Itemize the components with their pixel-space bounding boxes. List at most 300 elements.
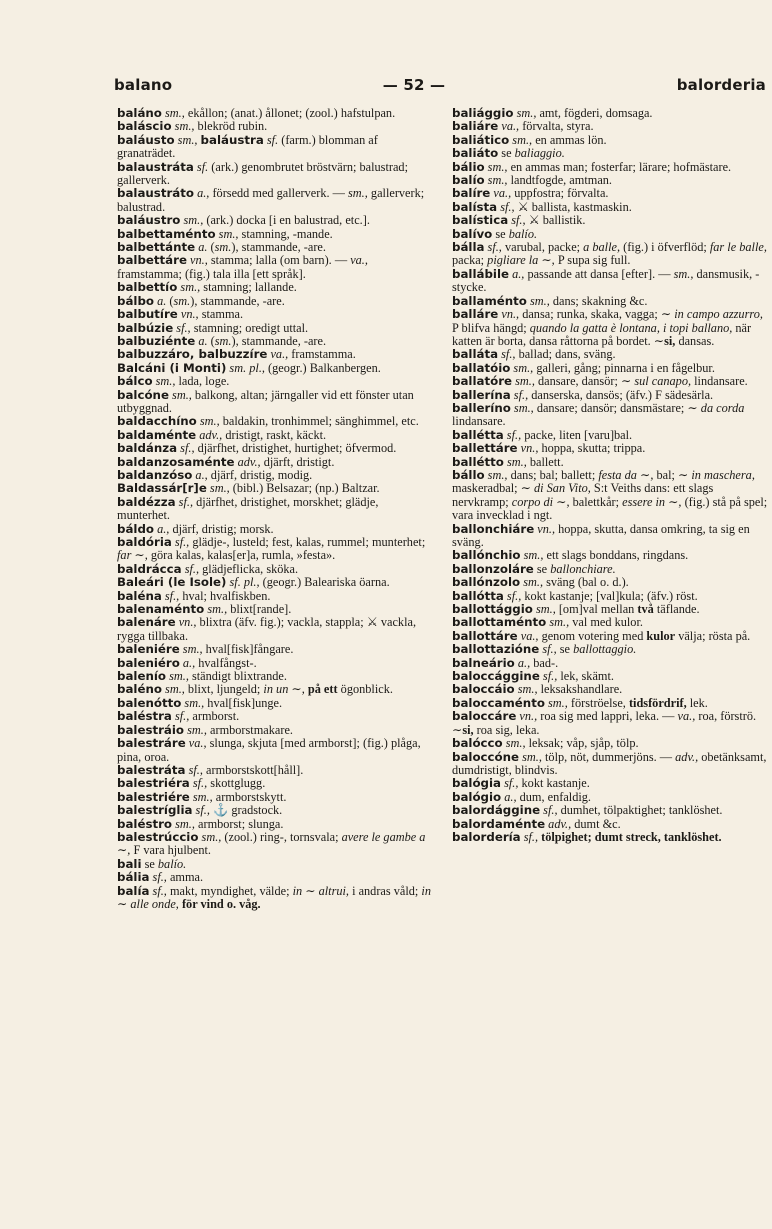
- dictionary-entry: [117, 254, 431, 281]
- definition-text: försedd med gallerverk. —: [209, 186, 349, 201]
- grammar-label: sf.,: [510, 387, 529, 402]
- dictionary-entry: [117, 737, 431, 764]
- grammar-label: a.: [195, 333, 208, 348]
- headword: Baldassár[r]e: [117, 481, 207, 496]
- grammar-label: sm.,: [204, 602, 228, 617]
- headword: baláscio: [117, 119, 172, 134]
- example-phrase: in ∼ altrui,: [292, 883, 350, 898]
- headword: ballétto: [452, 454, 504, 469]
- headword: Balcáni (i Monti): [117, 360, 227, 375]
- definition-text: djärft, dristigt.: [260, 454, 335, 469]
- grammar-label: sm. pl.,: [226, 360, 265, 375]
- dictionary-entry: [452, 603, 768, 616]
- grammar-label: a.,: [154, 521, 170, 536]
- headword: balógio: [452, 789, 502, 804]
- headword: balordería: [452, 829, 521, 844]
- headword: balordaménte: [452, 816, 546, 831]
- dictionary-entry: [452, 134, 768, 147]
- dictionary-entry: [117, 576, 431, 589]
- definition-text: amma.: [166, 870, 204, 885]
- headword: baléstro: [117, 816, 173, 831]
- definition-text: maskeradbal; ∼: [452, 481, 535, 496]
- definition-text: hoppa, skutta; trippa.: [538, 441, 646, 456]
- grammar-label: sf.,: [540, 803, 558, 818]
- dictionary-entry: [117, 322, 431, 335]
- grammar-label: sm.,: [161, 682, 185, 697]
- headword: ballótta: [452, 588, 504, 603]
- bold-text: två: [637, 602, 654, 617]
- definition-text: varubal, packe;: [501, 240, 584, 255]
- headword: baldaménte: [117, 427, 197, 442]
- definition-text: passande att dansa [efter]. —: [524, 266, 674, 281]
- definition-text: (ark.) genombrutet bröstvärn; balustrad; gallerverk.: [117, 159, 408, 188]
- definition-text: armborstskytt.: [212, 789, 287, 804]
- definition-text: ekållon; (anat.) ållonet; (zool.) hafstulpan.: [184, 106, 396, 120]
- dictionary-entry: [452, 697, 768, 710]
- grammar-label: sm.,: [509, 132, 533, 147]
- dictionary-entry: [452, 348, 768, 361]
- definition-text: göra kalas, kalas[er]a, rumla, »festa».: [147, 548, 336, 563]
- headword: balíre: [452, 186, 491, 201]
- headword: balestráre: [117, 736, 186, 751]
- headword: balbettío: [117, 280, 178, 295]
- grammar-label: a.,: [514, 655, 531, 670]
- grammar-label: sm.,: [510, 360, 534, 375]
- definition-text: stamma.: [198, 307, 244, 322]
- definition-text: balettkår;: [569, 494, 623, 509]
- dictionary-entry: [117, 657, 431, 670]
- definition-text: genom votering med: [538, 628, 647, 643]
- bold-text: på ett: [304, 682, 338, 697]
- grammar-label: sf.,: [175, 494, 194, 509]
- headword: Baleári (le Isole): [117, 575, 227, 590]
- grammar-label: sf.: [193, 159, 209, 174]
- grammar-label: sm.,: [198, 829, 222, 844]
- headword: balordággine: [452, 803, 541, 818]
- dictionary-entry: [117, 335, 431, 348]
- example-phrase: essere in ∼,: [622, 494, 682, 509]
- grammar-label: vn.,: [517, 441, 539, 456]
- example-phrase: balío.: [508, 226, 538, 241]
- grammar-label: adv.,: [675, 749, 699, 764]
- grammar-label: sm.,: [520, 548, 544, 563]
- definition-text: blixtra (äfv. fig.); vackla, stappla; ⚔ vackla, rygga tillbaka.: [117, 615, 417, 643]
- definition-text: hval; hvalfiskben.: [179, 588, 271, 603]
- headword: baleniéro: [117, 655, 180, 670]
- grammar-label: sm.,: [503, 454, 527, 469]
- grammar-label: sf.,: [520, 829, 539, 844]
- headword: bálla: [452, 240, 485, 255]
- headword: baliático: [452, 132, 510, 147]
- definition-text: baldakin, tronhimmel; sänghimmel, etc.: [219, 414, 419, 429]
- headword: baliáre: [452, 119, 499, 134]
- grammar-label: a.,: [192, 467, 208, 482]
- grammar-label: sm.,: [513, 106, 537, 120]
- dictionary-entry: [452, 429, 768, 442]
- definition-text: ), stammande, -are.: [231, 240, 326, 255]
- headword: ballottáre: [452, 628, 518, 643]
- definition-text: förvalta, styra.: [519, 119, 594, 134]
- grammar-label: sm.,: [519, 749, 542, 764]
- grammar-label: sm.,: [215, 226, 239, 241]
- headword: ballerína: [452, 387, 511, 402]
- dictionary-entry: [117, 482, 431, 495]
- grammar-label: a.,: [501, 789, 517, 804]
- dictionary-entry: [452, 670, 768, 683]
- grammar-label: sm.,: [348, 186, 368, 201]
- definition-text: armborst; slunga.: [194, 816, 284, 831]
- bold-text: si,: [462, 722, 474, 737]
- headword: balística: [452, 213, 509, 228]
- headword: baliáto: [452, 146, 499, 161]
- grammar-label: sm.,: [161, 106, 185, 120]
- example-phrase: in maschera,: [691, 467, 755, 482]
- dictionary-entry: [452, 174, 768, 187]
- headword: ballónzolo: [452, 575, 521, 590]
- definition-text: makt, myndighet, välde;: [166, 883, 293, 898]
- definition-text: uppfostra; förvalta.: [511, 186, 609, 201]
- dictionary-entry: [117, 683, 431, 696]
- definition-text: välja; rösta på.: [675, 628, 751, 643]
- definition-text: ständigt blixtrande.: [188, 669, 287, 684]
- dictionary-entry: [452, 643, 768, 656]
- dictionary-entry: [117, 777, 431, 790]
- dictionary-entry: [117, 724, 431, 737]
- definition-text: amt, fögderi, domsaga.: [536, 106, 653, 120]
- definition-text: gallerverk; balustrad.: [117, 186, 425, 214]
- bold-text: si,: [664, 333, 676, 348]
- dictionary-entry: [452, 161, 768, 174]
- grammar-label: sf.,: [171, 709, 190, 724]
- grammar-label: vn.,: [516, 709, 538, 724]
- grammar-label: sm.,: [673, 266, 694, 281]
- grammar-label: sf.,: [173, 320, 191, 335]
- headword: balestrúccio: [117, 829, 199, 844]
- dictionary-entry: [452, 818, 768, 831]
- definition-text: (fig.) stå på spel; vara invecklad i ngt.: [452, 494, 768, 523]
- grammar-label: sf.,: [189, 776, 208, 791]
- grammar-label: adv.,: [234, 454, 261, 469]
- grammar-label: va.,: [517, 628, 539, 643]
- example-phrase: di San Vito,: [534, 481, 591, 496]
- definition-text: ett slags bonddans, ringdans.: [543, 548, 689, 563]
- headword: balbuziénte: [117, 333, 196, 348]
- headword: balbúzie: [117, 320, 174, 335]
- grammar-label: a.,: [179, 655, 196, 670]
- definition-text: roa sig, leka.: [473, 722, 540, 737]
- definition-text: F vara hjulbent.: [130, 843, 211, 858]
- dictionary-entry: [452, 616, 768, 629]
- dictionary-entry: [117, 563, 431, 576]
- grammar-label: adv.,: [545, 816, 572, 831]
- definition-text: dans; bal; ballett;: [507, 467, 599, 482]
- dictionary-entry: [452, 375, 768, 388]
- grammar-label: sm.,: [502, 736, 526, 751]
- dictionary-entry: [117, 281, 431, 294]
- headword: baláustra: [200, 132, 264, 147]
- example-phrase: sul canapo,: [634, 374, 692, 389]
- left-column: [117, 107, 431, 911]
- dictionary-entry: [117, 241, 431, 254]
- grammar-label: sm.,: [514, 682, 538, 697]
- grammar-label: va.,: [350, 253, 368, 268]
- definition-text: se: [141, 856, 158, 871]
- grammar-label: vn.,: [177, 307, 199, 322]
- headword: ballottággio: [452, 602, 533, 617]
- dictionary-entry: [117, 469, 431, 482]
- dictionary-entry: [452, 630, 768, 643]
- grammar-label: sm.,: [484, 467, 508, 482]
- example-phrase: far ∼,: [117, 548, 148, 563]
- definition-text: när katten är borta, dansa råttorna på bordet. ∼: [452, 320, 752, 348]
- running-head-right: balorderia: [676, 76, 766, 94]
- headword: baloccaménto: [452, 695, 545, 710]
- dictionary-entry: [452, 442, 768, 455]
- grammar-label: sm.,: [152, 374, 176, 389]
- definition-text: (zool.) ring-, tornsvala;: [221, 829, 342, 844]
- grammar-label: a.: [195, 240, 208, 255]
- definition-text: förströelse,: [567, 695, 629, 710]
- bold-text: för vind o. våg.: [178, 896, 261, 911]
- grammar-label: sf.,: [503, 588, 522, 603]
- definition-text: slunga, skjuta [med armborst]; (fig.) plåga, pina, oroa.: [117, 736, 421, 764]
- dictionary-entry: [452, 469, 768, 523]
- dictionary-entry: [117, 308, 431, 321]
- grammar-label: sm.,: [181, 695, 205, 710]
- definition-text: hvalfångst-.: [195, 655, 257, 670]
- grammar-label: sm.,: [532, 602, 556, 617]
- grammar-label: sm.: [214, 240, 232, 255]
- dictionary-entry: [117, 764, 431, 777]
- grammar-label: sf.,: [498, 347, 516, 362]
- headword: bálio: [452, 159, 485, 174]
- headword: balestráio: [117, 722, 185, 737]
- definition-text: dansmusik, -stycke.: [452, 266, 760, 295]
- headword: ballettáre: [452, 441, 518, 456]
- dictionary-entry: [452, 683, 768, 696]
- dictionary-entry: [452, 268, 768, 295]
- headword: bália: [117, 870, 150, 885]
- grammar-label: sm.,: [484, 159, 508, 174]
- dictionary-entry: [452, 308, 768, 348]
- example-phrase: pigliare la ∼,: [487, 253, 555, 268]
- dictionary-entry: [452, 804, 768, 817]
- headword: baliággio: [452, 106, 514, 120]
- headword: ballaménto: [452, 293, 527, 308]
- grammar-label: sm.,: [544, 695, 568, 710]
- definition-text: lada, loge.: [175, 374, 230, 389]
- definition-text: skottglugg.: [207, 776, 266, 791]
- grammar-label: va.,: [267, 347, 289, 362]
- definition-text: roa, förströ. ∼: [452, 709, 757, 737]
- definition-text: dristigt, raskt, käckt.: [222, 427, 327, 442]
- headword: balaustráto: [117, 186, 194, 201]
- grammar-label: vn.,: [175, 615, 197, 630]
- grammar-label: va.,: [498, 119, 520, 134]
- grammar-label: vn.,: [534, 521, 556, 536]
- dictionary-entry: [117, 295, 431, 308]
- definition-text: bad-.: [530, 655, 559, 670]
- grammar-label: sm.,: [510, 400, 534, 415]
- definition-text: glädjeflicka, sköka.: [199, 561, 299, 576]
- dictionary-entry: [452, 187, 768, 200]
- headword: báldo: [117, 521, 154, 536]
- dictionary-entry: [452, 791, 768, 804]
- example-phrase: avere le gambe a ∼,: [117, 829, 426, 858]
- headword: bali: [117, 856, 142, 871]
- headword: balestriére: [117, 789, 190, 804]
- definition-text: landtfogde, amtman.: [507, 173, 612, 188]
- grammar-label: vn.,: [186, 253, 208, 268]
- headword: balléttа: [452, 427, 504, 442]
- definition-text: dans; skakning &c.: [549, 293, 648, 308]
- grammar-label: sm.,: [206, 481, 230, 496]
- dictionary-entry: [117, 697, 431, 710]
- definition-text: tölp, nöt, dummerjöns. —: [541, 749, 676, 764]
- grammar-label: sm.,: [512, 374, 535, 389]
- definition-text: (: [166, 293, 174, 308]
- grammar-label: sm.,: [172, 816, 195, 831]
- definition-text: ⚓ gradstock.: [209, 803, 283, 818]
- grammar-label: sm.,: [520, 575, 544, 590]
- dictionary-entry: [452, 751, 768, 778]
- headword: baloccáre: [452, 709, 517, 724]
- grammar-label: sm.,: [526, 293, 550, 308]
- headword: balestráta: [117, 762, 186, 777]
- definition-text: en ammas man; fosterfar; lärare; hofmästare.: [507, 159, 732, 174]
- headword: balestriéra: [117, 776, 190, 791]
- definition-text: hval[fisk]unge.: [204, 695, 283, 710]
- dictionary-entry: [117, 710, 431, 723]
- example-phrase: ballonchiare.: [550, 561, 616, 576]
- grammar-label: sf.,: [171, 535, 190, 549]
- example-phrase: far le balle,: [709, 240, 767, 255]
- definition-text: sväng (bal o. d.).: [543, 575, 629, 590]
- headword: baldória: [117, 535, 172, 549]
- headword: ballonzoláre: [452, 561, 534, 576]
- grammar-label: va.,: [185, 736, 207, 751]
- definition-text: se: [556, 642, 574, 657]
- grammar-label: sf.,: [508, 213, 526, 228]
- dictionary-entry: [452, 241, 768, 268]
- headword: baléna: [117, 588, 162, 603]
- definition-text: galleri, gång; pinnarna i en fågelbur.: [533, 360, 715, 375]
- example-phrase: balío.: [157, 856, 187, 871]
- example-phrase: corpo di ∼,: [511, 494, 570, 509]
- definition-text: en ammas lön.: [532, 132, 607, 147]
- definition-text: (: [207, 333, 215, 348]
- grammar-label: sm.: [173, 293, 191, 308]
- grammar-label: sf.,: [503, 427, 522, 442]
- grammar-label: sf.,: [501, 776, 519, 791]
- dictionary-entry: [452, 389, 768, 402]
- definition-text: lindansare.: [691, 374, 748, 389]
- headword: baláustro: [117, 213, 181, 228]
- grammar-label: a.,: [194, 186, 210, 201]
- definition-text: hval[fisk]fångare.: [202, 642, 294, 657]
- dictionary-entry: [117, 616, 431, 643]
- headword: baloccáio: [452, 682, 515, 697]
- headword: ballatóre: [452, 374, 513, 389]
- dictionary-entry: [452, 831, 768, 844]
- definition-text: framstamma; (fig.) tala illa [ett språk].: [117, 266, 306, 281]
- bold-text: tölpighet; dumt streck, tanklöshet.: [538, 829, 722, 844]
- headword: balócco: [452, 736, 503, 751]
- headword: balbettánte: [117, 240, 196, 255]
- dictionary-entry: [452, 563, 768, 576]
- grammar-label: sm.,: [174, 132, 198, 147]
- headword: bállo: [452, 467, 485, 482]
- headword: balenótto: [117, 695, 182, 710]
- headword: baldézza: [117, 494, 176, 509]
- definition-text: blekröd rubin.: [194, 119, 268, 134]
- dictionary-entry: [452, 549, 768, 562]
- dictionary-entry: [452, 590, 768, 603]
- headword: balía: [117, 883, 150, 898]
- definition-text: stamning, -mande.: [238, 226, 333, 241]
- dictionary-entry: [452, 737, 768, 750]
- headword: baléno: [117, 682, 162, 697]
- grammar-label: sm.,: [484, 173, 508, 188]
- headword: ballábile: [452, 266, 509, 281]
- grammar-label: sm.,: [196, 414, 220, 429]
- dictionary-entry: [117, 818, 431, 831]
- dictionary-entry: [117, 603, 431, 616]
- dictionary-entry: [117, 107, 431, 120]
- example-phrase: festa da ∼,: [598, 467, 654, 482]
- definition-text: i andras våld;: [349, 883, 422, 898]
- headword: ballottaménto: [452, 615, 547, 630]
- headword: bálbo: [117, 293, 154, 308]
- definition-text: danserska, dansös; (äfv.) F sädesärla.: [528, 387, 714, 402]
- definition-text: val med kulor.: [569, 615, 643, 630]
- right-column: [452, 107, 768, 844]
- definition-text: glädje-, lusteld; fest, kalas, rummel; munterhet;: [189, 535, 426, 549]
- definition-text: framstamma.: [288, 347, 356, 362]
- headword: ballonchiáre: [452, 521, 535, 536]
- definition-text: djärfhet, dristighet, morskhet; glädje, munterhet.: [117, 494, 379, 523]
- dictionary-entry: [117, 456, 431, 469]
- example-phrase: quando la gatta è lontana, i topi ballano,: [529, 320, 733, 335]
- definition-text: stamning; oredigt uttal.: [190, 320, 309, 335]
- dictionary-entry: [452, 456, 768, 469]
- definition-text: djärf, dristig; morsk.: [169, 521, 274, 536]
- grammar-label: sm.,: [180, 213, 204, 228]
- dictionary-entry: [117, 429, 431, 442]
- dictionary-entry: [452, 402, 768, 429]
- dictionary-entry: [117, 536, 431, 563]
- grammar-label: sf.,: [185, 762, 203, 777]
- headword: balenáre: [117, 615, 176, 630]
- grammar-label: va.,: [677, 709, 696, 724]
- grammar-label: sf.,: [181, 561, 200, 576]
- headword: balleríno: [452, 400, 511, 415]
- definition-text: dansas.: [675, 333, 715, 348]
- headword: baldanzóso: [117, 467, 193, 482]
- definition-text: (farm.) blomman af granaträdet.: [117, 132, 378, 161]
- definition-text: ), stammande, -are.: [190, 293, 285, 308]
- dictionary-entry: [452, 214, 768, 227]
- dictionary-entry: [452, 228, 768, 241]
- dictionary-entry: [452, 710, 768, 737]
- headword: balbettáre: [117, 253, 187, 268]
- grammar-label: sm.,: [184, 722, 207, 737]
- dictionary-entry: [117, 804, 431, 817]
- definition-text: (bibl.) Belsazar; (np.) Baltzar.: [229, 481, 380, 496]
- dictionary-entry: [117, 415, 431, 428]
- definition-text: ⚔ ballistik.: [525, 213, 586, 228]
- dictionary-entry: [452, 201, 768, 214]
